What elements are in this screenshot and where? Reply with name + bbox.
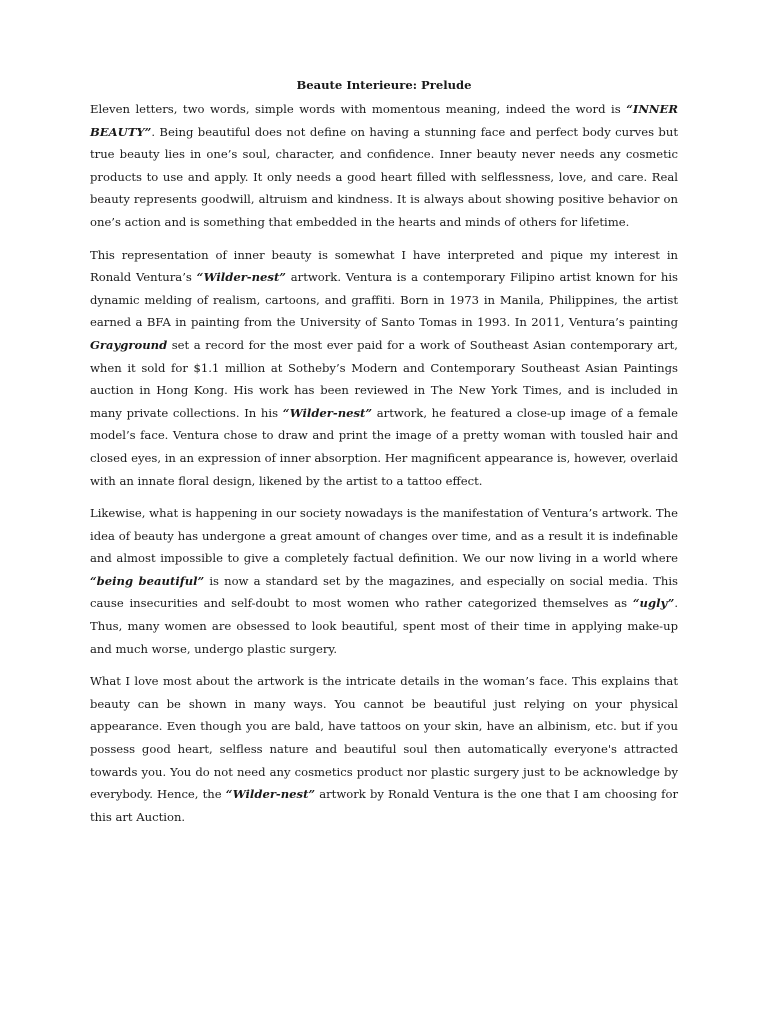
paragraph-text: This representation of inner beauty is somewhat I have interpreted and pique my interest in Ronald Ventura’s	[90, 247, 678, 285]
emphasized-text: “ugly”	[632, 596, 675, 611]
emphasized-text: “Wilder-nest”	[196, 270, 286, 285]
document-body	[90, 98, 678, 828]
paragraph-text: . Thus, many women are obsessed to look beautiful, spent most of their time in applying make-up and much worse, undergo plastic surgery.	[90, 596, 678, 656]
paragraph-text: artwork, he featured a close-up image of a female model’s face. Ventura chose to draw and print the image of a pretty woman with tousled hair and closed eyes, in an expression of inner absorption. Her magnificent appearance is, however, overlaid with an innate floral design, likened by the artist to a tattoo effect.	[90, 405, 678, 488]
paragraph	[90, 502, 678, 660]
paragraph-text: Likewise, what is happening in our society nowadays is the manifestation of Ventura’s artwork. The idea of beauty has undergone a great amount of changes over time, and as a result it is indefinable and almost impossible to give a completely factual definition. We our now living in a world where	[90, 506, 678, 566]
paragraph	[90, 98, 678, 234]
emphasized-text: “Wilder-nest”	[282, 405, 373, 420]
paragraph-text: artwork by Ronald Ventura is the one that I am choosing for this art Auction.	[90, 787, 678, 824]
document-title: Beaute Interieure: Prelude	[296, 78, 472, 92]
paragraph-text: Eleven letters, two words, simple words with momentous meaning, indeed the word is	[90, 102, 627, 116]
paragraph	[90, 670, 678, 828]
emphasized-text: “INNER BEAUTY”	[90, 102, 678, 139]
paragraph-text: set a record for the most ever paid for a work of Southeast Asian contemporary art, when it sold for $1.1 million at Sotheby’s Modern and Contemporary Southeast Asian Paintings auction in Hong Kong. His work has been reviewed in The New York Times, and is included in many private collections. In his	[90, 337, 678, 420]
paragraph-text: What I love most about the artwork is the intricate details in the woman’s face. This explains that beauty can be shown in many ways. You cannot be beautiful just relying on your physical appearance. Even though you are bald, have tattoos on your skin, have an albinism, etc. but if you possess good heart, selfless nature and beautiful soul then automatically everyone's attracted towards you. You do not need any cosmetics product nor plastic surgery just to be acknowledge by everybody. Hence, the	[90, 674, 678, 802]
document-page	[90, 74, 678, 838]
emphasized-text: Grayground	[90, 337, 168, 352]
paragraph-text: . Being beautiful does not define on having a stunning face and perfect body curves but true beauty lies in one’s soul, character, and confidence. Inner beauty never needs any cosmetic products to use and apply. It only needs a good heart filled with selflessness, love, and care. Real beauty represents goodwill, altruism and kindness. It is always about showing positive behavior on one’s action and is something that embedded in the hearts and minds of others for lifetime.	[90, 124, 678, 229]
emphasized-text: “Wilder-nest”	[225, 787, 316, 802]
emphasized-text: “being beautiful”	[90, 573, 205, 588]
paragraph	[90, 244, 678, 493]
paragraph-text: artwork. Ventura is a contemporary Filipino artist known for his dynamic melding of realism, cartoons, and graffiti. Born in 1973 in Manila, Philippines, the artist earned a BFA in painting from the University of Santo Tomas in 1993. In 2011, Ventura’s painting	[90, 270, 678, 330]
paragraph-text: is now a standard set by the magazines, and especially on social media. This cause insecurities and self-doubt to most women who rather categorized themselves as	[90, 573, 678, 611]
